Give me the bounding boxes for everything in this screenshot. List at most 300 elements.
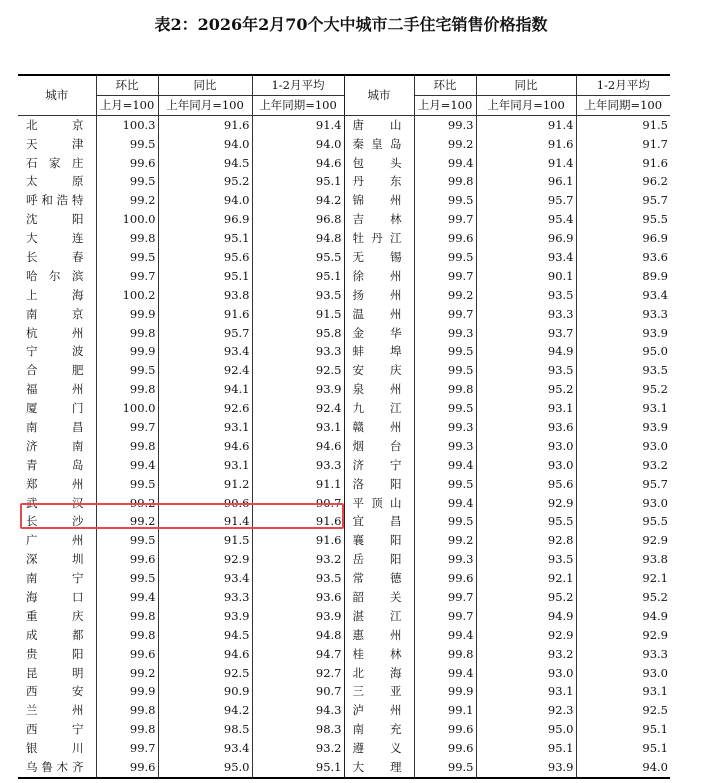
right-avg-cell: 93.5	[642, 363, 668, 378]
header-mom-right: 环比	[414, 75, 476, 95]
left-city-cell: 长沙	[18, 512, 96, 531]
left-city-cell: 石家庄	[18, 154, 96, 173]
right-mom-cell: 99.5	[414, 758, 476, 778]
left-mom-cell: 99.5	[96, 172, 158, 191]
left-city-cell: 南昌	[18, 418, 96, 437]
left-avg-cell: 93.3	[252, 342, 344, 361]
left-avg-cell: 94.6	[252, 437, 344, 456]
right-city-cell: 济宁	[344, 456, 414, 475]
left-yoy-cell: 95.7	[158, 324, 252, 343]
right-avg-cell: 95.7	[642, 193, 668, 208]
right-avg-cell: 95.1	[642, 741, 668, 756]
left-city-cell: 兰州	[18, 701, 96, 720]
left-mom-cell: 99.5	[96, 361, 158, 380]
right-avg-cell: 89.9	[642, 268, 668, 283]
right-city-cell: 惠州	[344, 626, 414, 645]
left-city-cell: 北京	[18, 115, 96, 134]
right-avg-cell: 92.9	[642, 533, 668, 548]
table-row	[18, 248, 670, 267]
left-yoy-cell: 91.5	[158, 531, 252, 550]
left-mom-cell: 99.8	[96, 437, 158, 456]
right-yoy-cell: 95.2	[476, 588, 576, 607]
right-avg-cell: 96.2	[642, 174, 668, 189]
right-yoy-cell: 95.1	[476, 739, 576, 758]
left-avg-cell: 95.8	[252, 324, 344, 343]
right-city-cell: 吉林	[344, 210, 414, 229]
table-row	[18, 115, 670, 134]
right-avg-cell: 92.1	[642, 571, 668, 586]
right-avg-cell: 93.0	[642, 665, 668, 680]
left-avg-cell: 98.3	[252, 720, 344, 739]
left-mom-cell: 99.8	[96, 229, 158, 248]
left-city-cell: 西安	[18, 683, 96, 702]
right-yoy-cell: 91.4	[476, 154, 576, 173]
left-city-cell: 郑州	[18, 475, 96, 494]
left-city-cell: 宁波	[18, 342, 96, 361]
left-city-cell: 西宁	[18, 720, 96, 739]
left-mom-cell: 99.9	[96, 342, 158, 361]
right-yoy-cell: 95.4	[476, 210, 576, 229]
left-mom-cell: 100.0	[96, 210, 158, 229]
right-mom-cell: 99.5	[414, 191, 476, 210]
left-avg-cell: 91.1	[252, 475, 344, 494]
left-avg-cell: 93.5	[252, 286, 344, 305]
right-mom-cell: 99.5	[414, 475, 476, 494]
right-city-cell: 金华	[344, 324, 414, 343]
header-avg: 1-2月平均	[252, 75, 344, 95]
left-mom-cell: 99.6	[96, 758, 158, 778]
right-avg-cell: 91.6	[642, 155, 668, 170]
right-city-cell: 丹东	[344, 172, 414, 191]
table-row	[18, 361, 670, 380]
left-mom-cell: 99.6	[96, 550, 158, 569]
left-mom-cell: 100.2	[96, 286, 158, 305]
right-city-cell: 常德	[344, 569, 414, 588]
left-avg-cell: 96.8	[252, 210, 344, 229]
right-mom-cell: 99.2	[414, 531, 476, 550]
left-yoy-cell: 95.1	[158, 267, 252, 286]
right-avg-cell: 93.9	[642, 325, 668, 340]
right-yoy-cell: 94.9	[476, 607, 576, 626]
right-yoy-cell: 96.1	[476, 172, 576, 191]
right-avg-cell: 95.2	[642, 589, 668, 604]
right-mom-cell: 99.6	[414, 229, 476, 248]
right-yoy-cell: 95.6	[476, 475, 576, 494]
left-city-cell: 海口	[18, 588, 96, 607]
right-yoy-cell: 92.3	[476, 701, 576, 720]
right-yoy-cell: 95.2	[476, 380, 576, 399]
left-city-cell: 青岛	[18, 456, 96, 475]
right-mom-cell: 99.5	[414, 342, 476, 361]
left-mom-cell: 99.4	[96, 456, 158, 475]
left-mom-cell: 99.7	[96, 267, 158, 286]
left-mom-cell: 99.5	[96, 531, 158, 550]
header-yoy-base: 上年同月=100	[158, 95, 252, 115]
header-yoy-base-right: 上年同月=100	[476, 95, 576, 115]
left-yoy-cell: 95.6	[158, 248, 252, 267]
right-avg-cell: 93.3	[642, 306, 668, 321]
table-row	[18, 324, 670, 343]
right-city-cell: 岳阳	[344, 550, 414, 569]
left-mom-cell: 99.8	[96, 701, 158, 720]
table-row	[18, 758, 670, 778]
left-mom-cell: 99.5	[96, 248, 158, 267]
table-row	[18, 683, 670, 702]
right-avg-cell: 93.1	[642, 684, 668, 699]
right-city-cell: 洛阳	[344, 475, 414, 494]
left-mom-cell: 99.9	[96, 305, 158, 324]
left-avg-cell: 93.2	[252, 550, 344, 569]
left-mom-cell: 99.6	[96, 154, 158, 173]
table-row	[18, 531, 670, 550]
left-yoy-cell: 90.9	[158, 683, 252, 702]
right-mom-cell: 99.2	[414, 135, 476, 154]
left-avg-cell: 91.5	[252, 305, 344, 324]
left-mom-cell: 99.2	[96, 191, 158, 210]
right-city-cell: 牡丹江	[344, 229, 414, 248]
table-row	[18, 607, 670, 626]
table-row	[18, 154, 670, 173]
right-avg-cell: 95.5	[642, 514, 668, 529]
right-city-cell: 大理	[344, 758, 414, 778]
left-city-cell: 福州	[18, 380, 96, 399]
right-mom-cell: 99.4	[414, 664, 476, 683]
left-yoy-cell: 93.4	[158, 342, 252, 361]
right-mom-cell: 99.5	[414, 361, 476, 380]
right-avg-cell: 93.1	[642, 401, 668, 416]
header-city: 城市	[18, 75, 96, 115]
left-mom-cell: 99.4	[96, 588, 158, 607]
left-city-cell: 太原	[18, 172, 96, 191]
right-avg-cell: 93.0	[642, 438, 668, 453]
right-yoy-cell: 95.0	[476, 720, 576, 739]
table-row	[18, 210, 670, 229]
left-avg-cell: 93.2	[252, 739, 344, 758]
left-avg-cell: 95.1	[252, 758, 344, 778]
left-city-cell: 合肥	[18, 361, 96, 380]
left-yoy-cell: 93.8	[158, 286, 252, 305]
left-yoy-cell: 94.0	[158, 135, 252, 154]
right-city-cell: 泉州	[344, 380, 414, 399]
right-avg-cell: 95.5	[642, 212, 668, 227]
left-yoy-cell: 91.2	[158, 475, 252, 494]
left-mom-cell: 99.2	[96, 512, 158, 531]
right-city-cell: 烟台	[344, 437, 414, 456]
left-city-cell: 成都	[18, 626, 96, 645]
right-city-cell: 宜昌	[344, 512, 414, 531]
right-avg-cell: 93.3	[642, 646, 668, 661]
right-city-cell: 襄阳	[344, 531, 414, 550]
header-yoy-right: 同比	[476, 75, 576, 95]
left-avg-cell: 93.5	[252, 569, 344, 588]
left-avg-cell: 91.6	[252, 531, 344, 550]
left-avg-cell: 93.1	[252, 418, 344, 437]
left-city-cell: 昆明	[18, 664, 96, 683]
left-avg-cell: 95.1	[252, 267, 344, 286]
right-city-cell: 安庆	[344, 361, 414, 380]
right-yoy-cell: 93.5	[476, 286, 576, 305]
right-city-cell: 锦州	[344, 191, 414, 210]
table-row	[18, 645, 670, 664]
left-avg-cell: 94.8	[252, 626, 344, 645]
table-row	[18, 437, 670, 456]
right-yoy-cell: 93.3	[476, 305, 576, 324]
right-mom-cell: 99.7	[414, 588, 476, 607]
right-avg-cell: 93.6	[642, 249, 668, 264]
left-mom-cell: 100.0	[96, 399, 158, 418]
right-yoy-cell: 91.4	[476, 115, 576, 134]
right-yoy-cell: 93.0	[476, 456, 576, 475]
right-yoy-cell: 93.2	[476, 645, 576, 664]
header-avg-base-right: 上年同期=100	[576, 95, 670, 115]
right-avg-cell: 93.2	[642, 457, 668, 472]
left-yoy-cell: 94.6	[158, 437, 252, 456]
right-city-cell: 平顶山	[344, 494, 414, 513]
left-yoy-cell: 94.6	[158, 645, 252, 664]
right-avg-cell: 95.7	[642, 476, 668, 491]
right-avg-cell: 91.7	[642, 136, 668, 151]
right-avg-cell: 94.9	[642, 608, 668, 623]
price-index-table	[18, 74, 670, 779]
left-yoy-cell: 92.9	[158, 550, 252, 569]
left-mom-cell: 99.8	[96, 607, 158, 626]
header-yoy: 同比	[158, 75, 252, 95]
right-avg-cell: 96.9	[642, 231, 668, 246]
right-avg-cell: 91.5	[642, 117, 668, 132]
left-yoy-cell: 98.5	[158, 720, 252, 739]
table-row	[18, 456, 670, 475]
right-avg-cell: 95.1	[642, 722, 668, 737]
left-yoy-cell: 93.3	[158, 588, 252, 607]
header-mom: 环比	[96, 75, 158, 95]
right-mom-cell: 99.5	[414, 399, 476, 418]
right-mom-cell: 99.9	[414, 683, 476, 702]
right-city-cell: 赣州	[344, 418, 414, 437]
left-avg-cell: 90.7	[252, 494, 344, 513]
right-city-cell: 韶关	[344, 588, 414, 607]
table-row	[18, 475, 670, 494]
left-city-cell: 南宁	[18, 569, 96, 588]
table-row	[18, 399, 670, 418]
right-avg-cell: 93.4	[642, 287, 668, 302]
table-row	[18, 286, 670, 305]
right-city-cell: 唐山	[344, 115, 414, 134]
left-mom-cell: 99.9	[96, 683, 158, 702]
right-city-cell: 南充	[344, 720, 414, 739]
left-yoy-cell: 93.4	[158, 739, 252, 758]
right-city-cell: 秦皇岛	[344, 135, 414, 154]
left-city-cell: 天津	[18, 135, 96, 154]
table-row	[18, 229, 670, 248]
left-city-cell: 哈尔滨	[18, 267, 96, 286]
left-yoy-cell: 94.0	[158, 191, 252, 210]
right-mom-cell: 99.4	[414, 626, 476, 645]
left-avg-cell: 93.9	[252, 380, 344, 399]
left-avg-cell: 95.5	[252, 248, 344, 267]
left-avg-cell: 94.6	[252, 154, 344, 173]
left-city-cell: 南京	[18, 305, 96, 324]
right-yoy-cell: 93.1	[476, 399, 576, 418]
left-avg-cell: 90.7	[252, 683, 344, 702]
table-row	[18, 135, 670, 154]
right-avg-cell: 93.9	[642, 419, 668, 434]
right-mom-cell: 99.7	[414, 267, 476, 286]
right-mom-cell: 99.6	[414, 720, 476, 739]
left-yoy-cell: 93.1	[158, 456, 252, 475]
right-mom-cell: 99.1	[414, 701, 476, 720]
right-mom-cell: 99.6	[414, 739, 476, 758]
left-yoy-cell: 95.0	[158, 758, 252, 778]
left-yoy-cell: 93.9	[158, 607, 252, 626]
right-mom-cell: 99.4	[414, 494, 476, 513]
left-avg-cell: 94.0	[252, 135, 344, 154]
left-mom-cell: 99.7	[96, 739, 158, 758]
left-mom-cell: 100.3	[96, 115, 158, 134]
right-city-cell: 泸州	[344, 701, 414, 720]
left-mom-cell: 99.8	[96, 380, 158, 399]
table-row	[18, 172, 670, 191]
left-avg-cell: 92.4	[252, 399, 344, 418]
right-yoy-cell: 93.7	[476, 324, 576, 343]
right-yoy-cell: 91.6	[476, 135, 576, 154]
left-city-cell: 广州	[18, 531, 96, 550]
left-mom-cell: 99.2	[96, 494, 158, 513]
right-yoy-cell: 92.8	[476, 531, 576, 550]
left-avg-cell: 93.3	[252, 456, 344, 475]
table-row	[18, 191, 670, 210]
right-yoy-cell: 92.1	[476, 569, 576, 588]
left-city-cell: 杭州	[18, 324, 96, 343]
left-yoy-cell: 94.2	[158, 701, 252, 720]
left-avg-cell: 91.6	[252, 512, 344, 531]
right-yoy-cell: 90.1	[476, 267, 576, 286]
left-yoy-cell: 92.6	[158, 399, 252, 418]
right-yoy-cell: 93.1	[476, 683, 576, 702]
right-city-cell: 遵义	[344, 739, 414, 758]
left-yoy-cell: 91.4	[158, 512, 252, 531]
right-yoy-cell: 96.9	[476, 229, 576, 248]
left-yoy-cell: 92.5	[158, 664, 252, 683]
left-avg-cell: 94.3	[252, 701, 344, 720]
right-yoy-cell: 93.0	[476, 664, 576, 683]
left-city-cell: 沈阳	[18, 210, 96, 229]
header-city-right: 城市	[344, 75, 414, 115]
right-city-cell: 温州	[344, 305, 414, 324]
left-yoy-cell: 94.5	[158, 626, 252, 645]
left-avg-cell: 93.6	[252, 588, 344, 607]
right-mom-cell: 99.6	[414, 569, 476, 588]
left-avg-cell: 94.7	[252, 645, 344, 664]
left-city-cell: 银川	[18, 739, 96, 758]
table-row	[18, 720, 670, 739]
left-yoy-cell: 94.5	[158, 154, 252, 173]
left-city-cell: 乌鲁木齐	[18, 758, 96, 778]
table-body	[18, 115, 670, 778]
right-avg-cell: 95.2	[642, 382, 668, 397]
left-mom-cell: 99.8	[96, 720, 158, 739]
header-mom-base: 上月=100	[96, 95, 158, 115]
right-city-cell: 扬州	[344, 286, 414, 305]
left-yoy-cell: 95.1	[158, 229, 252, 248]
right-mom-cell: 99.5	[414, 512, 476, 531]
right-city-cell: 蚌埠	[344, 342, 414, 361]
right-yoy-cell: 93.4	[476, 248, 576, 267]
table-row	[18, 550, 670, 569]
right-mom-cell: 99.7	[414, 305, 476, 324]
right-avg-cell: 94.0	[576, 758, 670, 778]
left-avg-cell: 92.5	[252, 361, 344, 380]
right-yoy-cell: 92.9	[476, 494, 576, 513]
table-row	[18, 569, 670, 588]
left-yoy-cell: 91.6	[158, 305, 252, 324]
left-mom-cell: 99.2	[96, 664, 158, 683]
right-city-cell: 三亚	[344, 683, 414, 702]
right-avg-cell: 93.0	[642, 495, 668, 510]
left-mom-cell: 99.5	[96, 135, 158, 154]
left-mom-cell: 99.5	[96, 475, 158, 494]
right-city-cell: 徐州	[344, 267, 414, 286]
left-yoy-cell: 95.2	[158, 172, 252, 191]
left-city-cell: 深圳	[18, 550, 96, 569]
table-row	[18, 494, 670, 513]
left-mom-cell: 99.7	[96, 418, 158, 437]
right-yoy-cell: 93.6	[476, 418, 576, 437]
right-mom-cell: 99.3	[414, 437, 476, 456]
right-city-cell: 包头	[344, 154, 414, 173]
left-avg-cell: 92.7	[252, 664, 344, 683]
right-yoy-cell: 94.9	[476, 342, 576, 361]
left-yoy-cell: 90.6	[158, 494, 252, 513]
right-mom-cell: 99.4	[414, 154, 476, 173]
table-row	[18, 380, 670, 399]
header-avg-base: 上年同期=100	[252, 95, 344, 115]
left-mom-cell: 99.8	[96, 324, 158, 343]
left-avg-cell: 91.4	[252, 115, 344, 134]
right-mom-cell: 99.8	[414, 172, 476, 191]
left-avg-cell: 94.2	[252, 191, 344, 210]
table-row	[18, 664, 670, 683]
left-city-cell: 长春	[18, 248, 96, 267]
right-mom-cell: 99.4	[414, 456, 476, 475]
table-row	[18, 418, 670, 437]
right-mom-cell: 99.3	[414, 324, 476, 343]
right-avg-cell: 95.0	[642, 344, 668, 359]
table-row	[18, 267, 670, 286]
left-city-cell: 厦门	[18, 399, 96, 418]
right-mom-cell: 99.8	[414, 380, 476, 399]
right-yoy-cell: 93.5	[476, 361, 576, 380]
table-row	[18, 342, 670, 361]
right-avg-cell: 93.8	[642, 552, 668, 567]
right-mom-cell: 99.3	[414, 550, 476, 569]
right-yoy-cell: 92.9	[476, 626, 576, 645]
right-yoy-cell: 93.0	[476, 437, 576, 456]
header-avg-right: 1-2月平均	[576, 75, 670, 95]
left-mom-cell: 99.6	[96, 645, 158, 664]
left-city-cell: 重庆	[18, 607, 96, 626]
table-title: 表2：2026年2月70个大中城市二手住宅销售价格指数	[154, 15, 548, 34]
left-yoy-cell: 93.4	[158, 569, 252, 588]
left-yoy-cell: 93.1	[158, 418, 252, 437]
left-city-cell: 大连	[18, 229, 96, 248]
right-mom-cell: 99.2	[414, 286, 476, 305]
left-avg-cell: 95.1	[252, 172, 344, 191]
right-yoy-cell: 93.9	[476, 758, 576, 778]
left-yoy-cell: 96.9	[158, 210, 252, 229]
left-city-cell: 上海	[18, 286, 96, 305]
right-city-cell: 九江	[344, 399, 414, 418]
table-row	[18, 626, 670, 645]
